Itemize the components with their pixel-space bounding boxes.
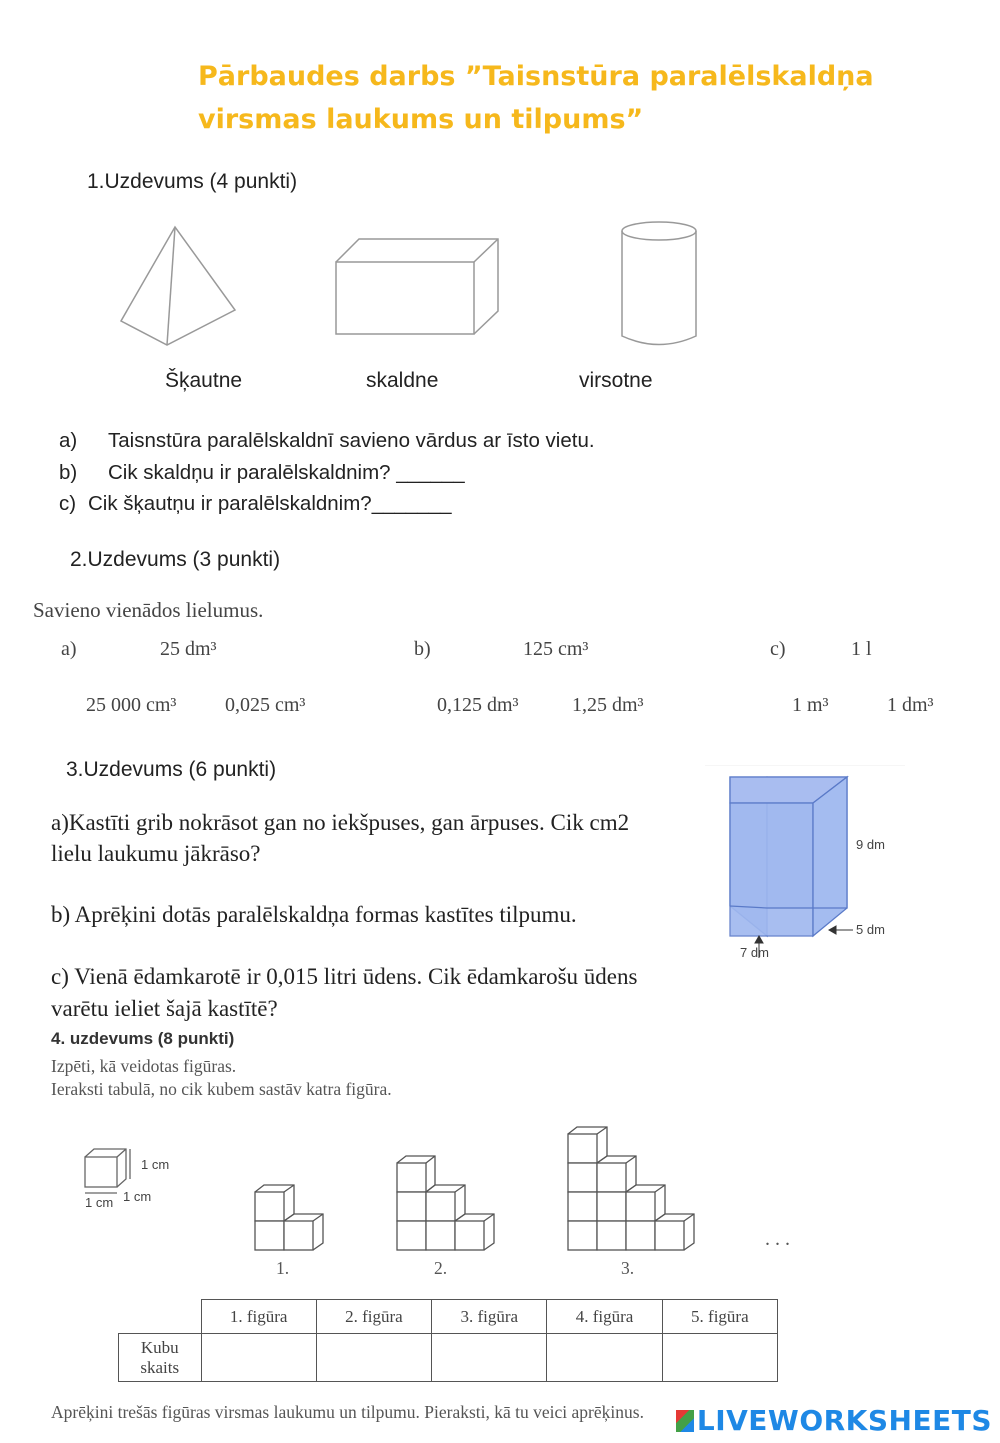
task3-a-line2: lielu laukumu jākrāso? bbox=[51, 841, 261, 866]
logo-icon bbox=[676, 1410, 694, 1432]
table-header-5: 5. figūra bbox=[662, 1300, 777, 1334]
task2-c-option-1[interactable]: 1 m³ bbox=[792, 694, 829, 716]
task1-b-text[interactable]: Cik skaldņu ir paralēlskaldnim? ______ bbox=[108, 461, 465, 484]
task3-dim-depth: 5 dm bbox=[856, 922, 885, 937]
task2-heading: 2.Uzdevums (3 punkti) bbox=[70, 548, 281, 571]
ellipsis: . . . bbox=[765, 1228, 790, 1250]
table-header-1: 1. figūra bbox=[201, 1300, 316, 1334]
answer-cell-5[interactable] bbox=[662, 1334, 777, 1382]
task3-heading: 3.Uzdevums (6 punkti) bbox=[66, 758, 277, 781]
task1-shapes bbox=[110, 215, 730, 360]
answer-cell-2[interactable] bbox=[316, 1334, 431, 1382]
task1-a-letter: a) bbox=[59, 429, 78, 452]
unit-cube-width: 1 cm bbox=[85, 1195, 114, 1210]
box-figure bbox=[336, 239, 498, 334]
task2-b-letter: b) bbox=[414, 638, 431, 660]
table-row-label bbox=[119, 1334, 202, 1382]
pyramid-figure bbox=[121, 227, 235, 345]
task2-c-option-2[interactable]: 1 dm³ bbox=[887, 694, 934, 716]
page-title: Pārbaudes darbs ”Taisnstūra paralēlskaldņa virsmas laukums un tilpums” bbox=[198, 61, 874, 135]
staircase-figure-2 bbox=[397, 1156, 494, 1250]
cylinder-figure bbox=[622, 222, 696, 345]
staircase-figures bbox=[245, 1120, 715, 1260]
task4-heading: 4. uzdevums (8 punkti) bbox=[51, 1029, 235, 1048]
task3-a-line1: a)Kastīti grib nokrāsot gan no iekšpuses, gan ārpuses. Cik cm2 bbox=[51, 810, 630, 835]
label-face[interactable]: skaldne bbox=[366, 369, 439, 392]
task4-line1: Izpēti, kā veidotas figūras. bbox=[51, 1056, 237, 1076]
task1-a-text: Taisnstūra paralēlskaldnī savieno vārdus ar īsto vietu. bbox=[108, 429, 595, 452]
table-header-2: 2. figūra bbox=[316, 1300, 431, 1334]
task3-c-line1: c) Vienā ēdamkarotē ir 0,015 litri ūdens. Cik ēdamkarošu ūdens bbox=[51, 964, 638, 989]
figure-number-1: 1. bbox=[276, 1258, 290, 1278]
table-header-4: 4. figūra bbox=[547, 1300, 662, 1334]
task2-a-letter: a) bbox=[61, 638, 77, 660]
task1-b-letter: b) bbox=[59, 461, 78, 484]
task4-footer: Aprēķini trešās figūras virsmas laukumu un tilpumu. Pieraksti, kā tu veici aprēķinus. bbox=[51, 1402, 644, 1422]
figure-number-2: 2. bbox=[434, 1258, 448, 1278]
task2-b-option-1[interactable]: 0,125 dm³ bbox=[437, 694, 519, 716]
task2-c-letter: c) bbox=[770, 638, 786, 660]
label-edge[interactable]: Šķautne bbox=[165, 369, 243, 392]
task3-dim-height: 9 dm bbox=[856, 837, 885, 852]
figure-number-3: 3. bbox=[621, 1258, 635, 1278]
label-vertex[interactable]: virsotne bbox=[579, 369, 653, 392]
task2-a-option-2[interactable]: 0,025 cm³ bbox=[225, 694, 306, 716]
task2-a-option-1[interactable]: 25 000 cm³ bbox=[86, 694, 177, 716]
task2-b-option-2[interactable]: 1,25 dm³ bbox=[572, 694, 644, 716]
task3-dim-width: 7 dm bbox=[740, 945, 769, 960]
staircase-figure-3 bbox=[568, 1127, 694, 1250]
unit-cube-height: 1 cm bbox=[141, 1157, 170, 1172]
unit-cube-depth: 1 cm bbox=[123, 1189, 152, 1204]
task1-c-text[interactable]: Cik šķautņu ir paralēlskaldnim?_______ bbox=[88, 492, 452, 515]
task2-a-value[interactable]: 25 dm³ bbox=[160, 638, 217, 660]
task1-c-letter: c) bbox=[59, 492, 77, 515]
task3-c-line2: varētu ieliet šajā kastītē? bbox=[51, 996, 278, 1021]
staircase-figure-1 bbox=[255, 1185, 323, 1250]
task1-heading: 1.Uzdevums (4 punkti) bbox=[87, 170, 298, 193]
table-corner bbox=[119, 1300, 202, 1334]
answer-cell-4[interactable] bbox=[547, 1334, 662, 1382]
brand-name: LIVEWORKSHEETS bbox=[696, 1404, 992, 1437]
task3-b: b) Aprēķini dotās paralēlskaldņa formas kastītes tilpumu. bbox=[51, 902, 577, 927]
task2-instruction: Savieno vienādos lielumus. bbox=[33, 598, 264, 622]
cube-count-table bbox=[118, 1299, 778, 1382]
row-label-line1: Kubu bbox=[140, 1337, 179, 1357]
liveworksheets-logo[interactable] bbox=[676, 1404, 992, 1437]
task4-line2: Ieraksti tabulā, no cik kubem sastāv katra figūra. bbox=[51, 1079, 392, 1099]
table-header-3: 3. figūra bbox=[432, 1300, 547, 1334]
answer-cell-1[interactable] bbox=[201, 1334, 316, 1382]
answer-cell-3[interactable] bbox=[432, 1334, 547, 1382]
row-label-line2: skaits bbox=[140, 1357, 180, 1377]
task2-c-value[interactable]: 1 l bbox=[851, 638, 872, 660]
task2-b-value[interactable]: 125 cm³ bbox=[523, 638, 589, 660]
